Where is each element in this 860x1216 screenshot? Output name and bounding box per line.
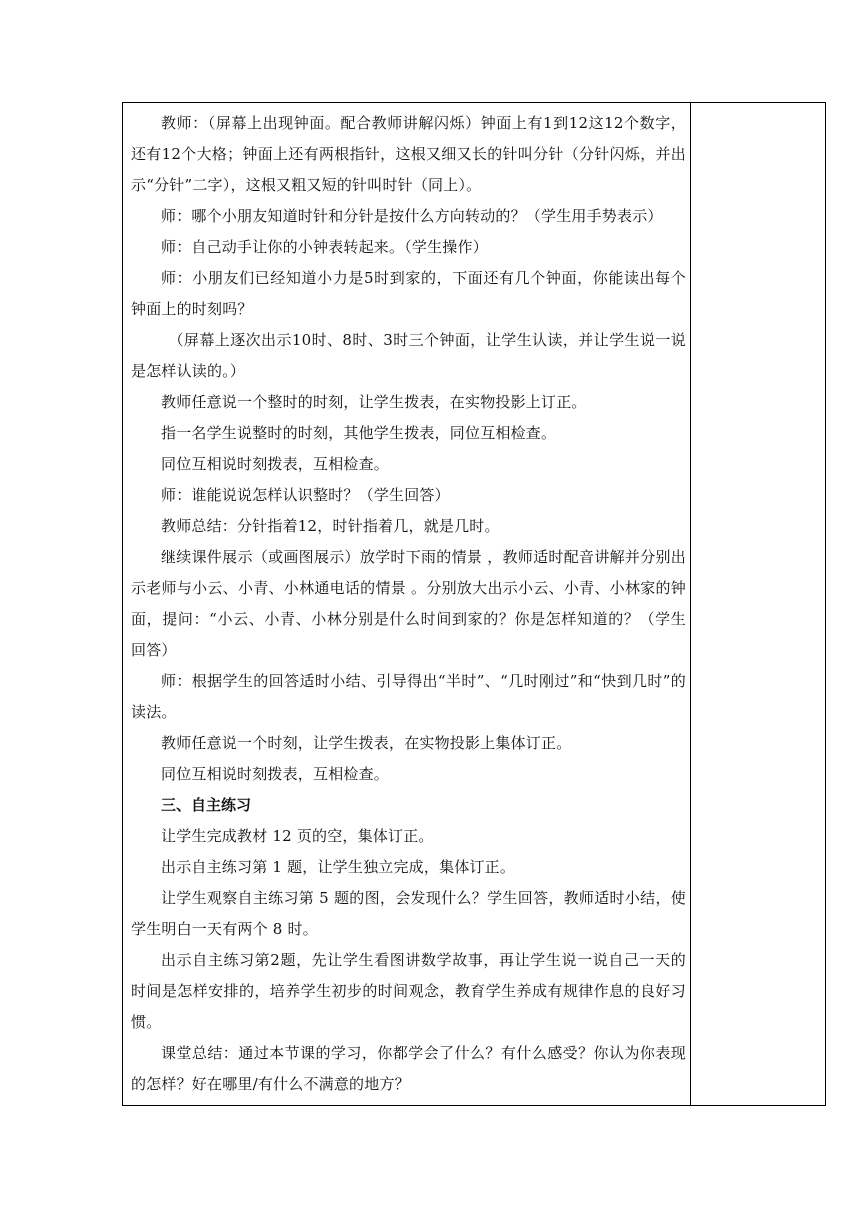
paragraph: 教师任意说一个时刻，让学生拨表，在实物投影上集体订正。: [161, 734, 572, 752]
paragraph: 教师总结：分针指着12，时针指着几，就是几时。: [161, 517, 500, 535]
paragraph: 让学生观察自主练习第 5 题的图，会发现什么？学生回答，教师适时小结，使学生明白一天有两个 8 时。: [131, 889, 686, 938]
paragraph: （屏幕上逐次出示10时、8时、3时三个钟面，让学生认读，并让学生说一说是怎样认读的。）: [131, 331, 686, 380]
notes-cell: [691, 103, 825, 1105]
paragraph: 出示自主练习第 1 题，让学生独立完成，集体订正。: [161, 858, 516, 876]
paragraph: 出示自主练习第2题，先让学生看图讲数学故事，再让学生说一说自己一天的时间是怎样安排的，培养学生初步的时间观念，教育学生养成有规律作息的良好习惯。: [131, 951, 686, 1031]
paragraph: 师：谁能说说怎样认识整时？（学生回答）: [161, 486, 450, 504]
paragraph: 师：自己动手让你的小钟表转起来。（学生操作）: [161, 238, 488, 256]
lesson-plan-table: [122, 102, 826, 1106]
paragraph: 教师：（屏幕上出现钟面。配合教师讲解闪烁）钟面上有1到12这12个数字，还有12个大格；钟面上还有两根指针，这根又细又长的针叫分针（分针闪烁，并出示“分针”二字），这根又粗又短的针叫时针（同上）。: [131, 114, 686, 194]
paragraph: 课堂总结：通过本节课的学习，你都学会了什么？有什么感受？你认为你表现的怎样？好在哪里/有什么不满意的地方？: [131, 1044, 686, 1093]
paragraph: 同位互相说时刻拨表，互相检查。: [161, 455, 390, 473]
lesson-content-cell: [123, 103, 691, 1105]
paragraph: 教师任意说一个整时的时刻，让学生拨表，在实物投影上订正。: [161, 393, 587, 411]
paragraph: 同位互相说时刻拨表，互相检查。: [161, 765, 390, 783]
section-heading: 三、自主练习: [161, 796, 252, 814]
paragraph: 师：哪个小朋友知道时针和分针是按什么方向转动的？（学生用手势表示）: [161, 207, 663, 225]
paragraph: 师：根据学生的回答适时小结、引导得出“半时”、“几时刚过”和“快到几时”的读法。: [131, 672, 686, 721]
paragraph: 让学生完成教材 12 页的空，集体订正。: [161, 827, 434, 845]
paragraph: 师：小朋友们已经知道小力是5时到家的，下面还有几个钟面，你能读出每个钟面上的时刻吗？: [131, 269, 686, 318]
paragraph: 指一名学生说整时的时刻，其他学生拨表，同位互相检查。: [161, 424, 557, 442]
paragraph: 继续课件展示（或画图展示）放学时下雨的情景 ，教师适时配音讲解并分别出示老师与小云、小青、小林通电话的情景 。分别放大出示小云、小青、小林家的钟面，提问：“小云、小青、小林分别是什么时间到家的？你是怎样知道的？（学生回答）: [131, 548, 686, 659]
